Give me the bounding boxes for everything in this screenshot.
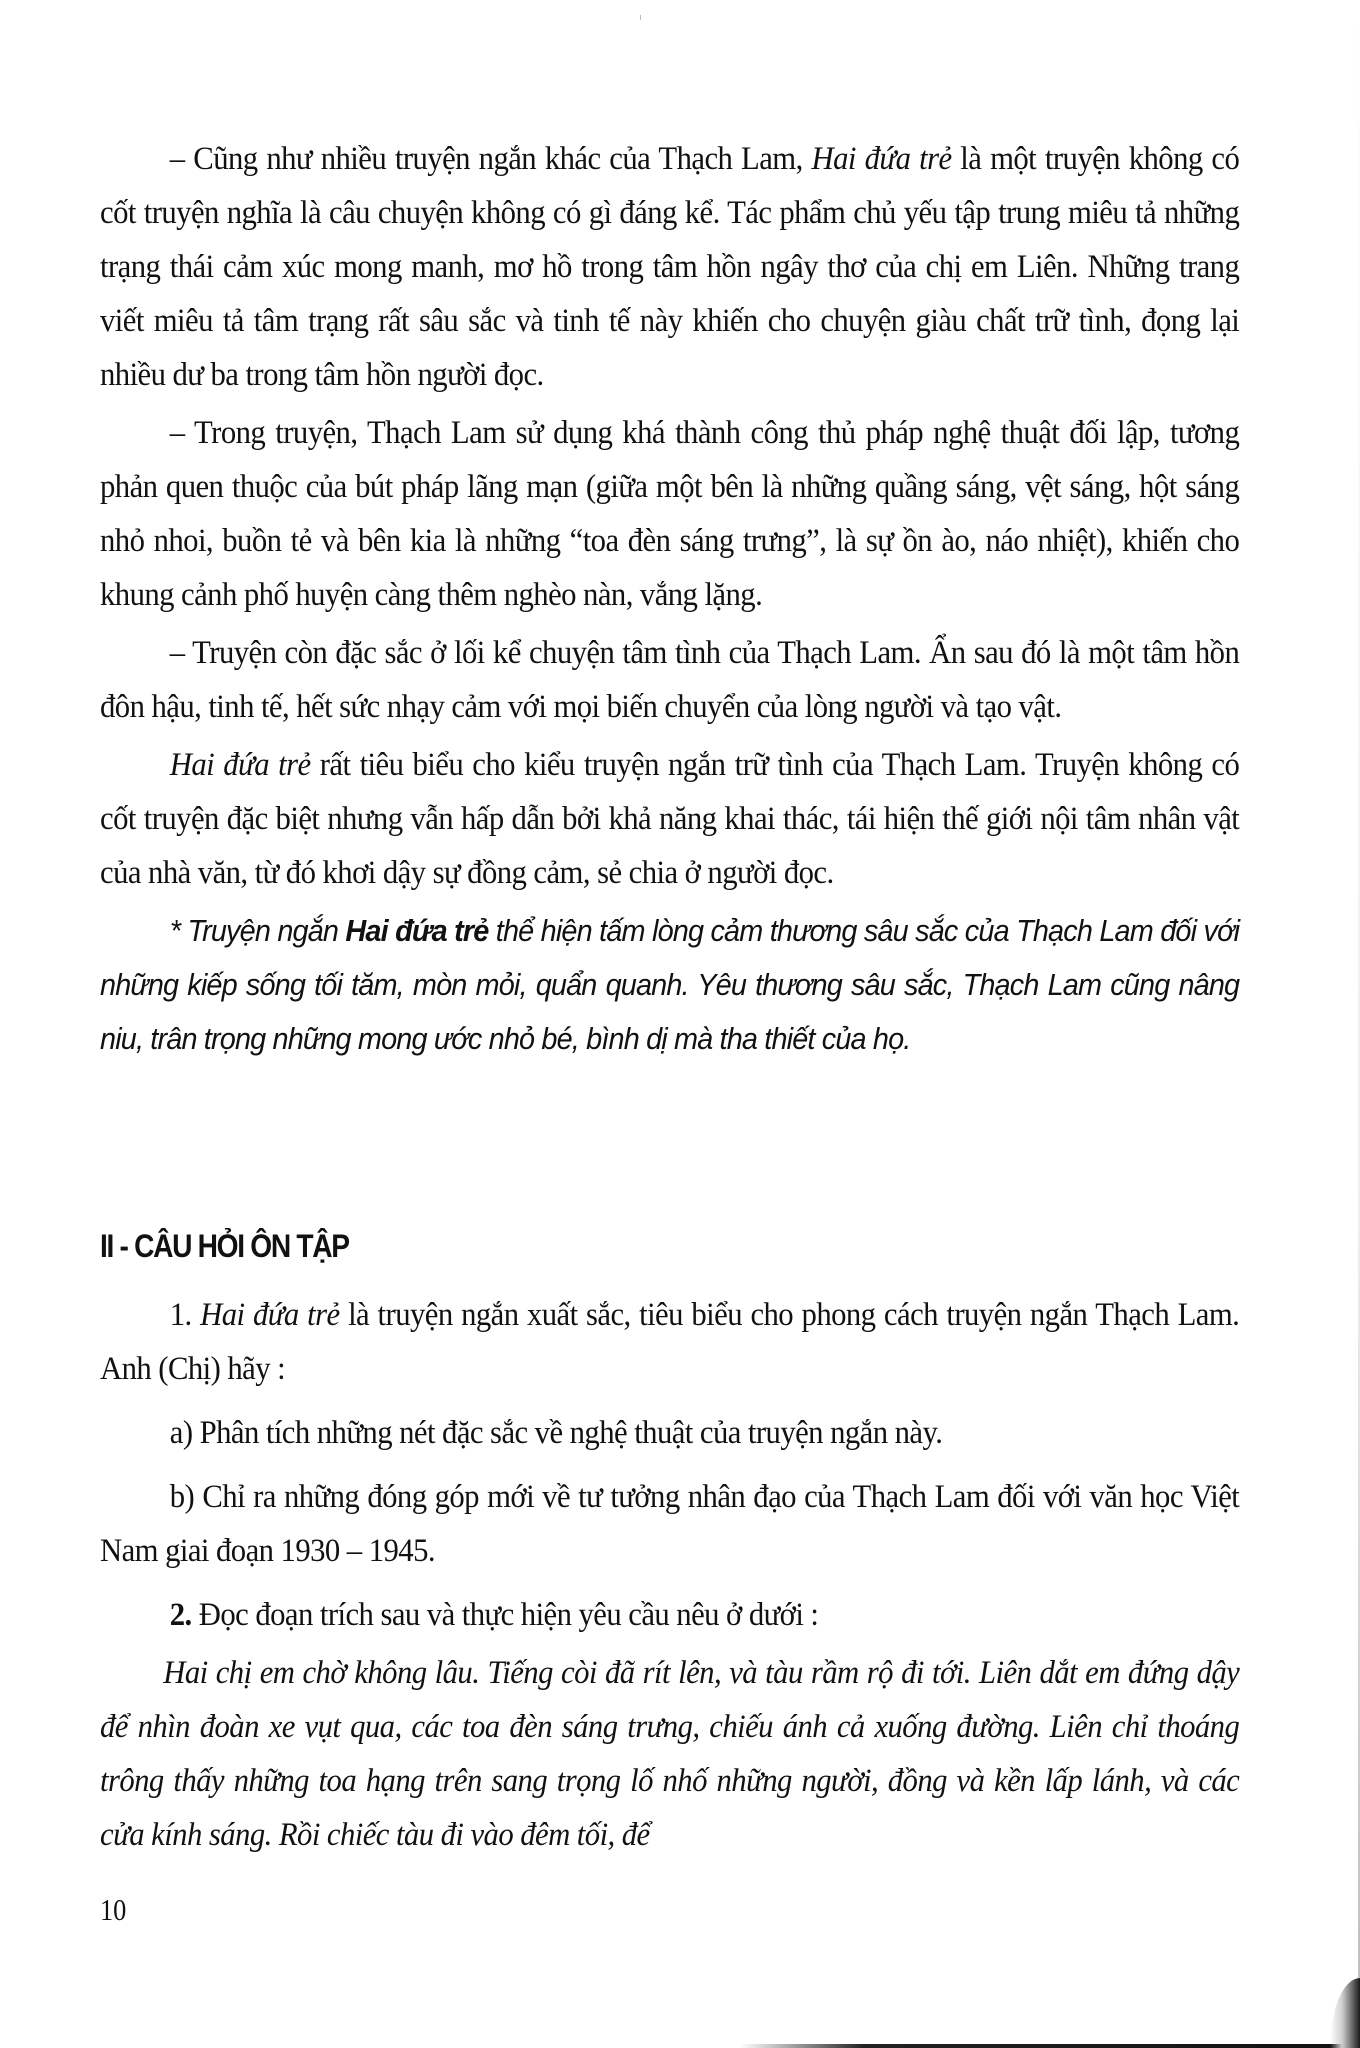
page-number: 10 (100, 1892, 127, 1927)
text-run: rất tiêu biểu cho kiểu truyện ngắn trữ tình của Thạch Lam. Truyện không có cốt truyện đặc biệt nhưng vẫn hấp dẫn bởi khả năng khai thác, tái hiện thế giới nội tâm nhân vật của nhà văn, từ đó khơi dậy sự đồng cảm, sẻ chia ở người đọc. (100, 747, 1240, 891)
text-run: thể hiện tấm lòng cảm thương sâu sắc của Thạch Lam đối với những kiếp sống tối tăm, mòn mỏi, quẩn quanh. Yêu thương sâu sắc, Thạch Lam cũng nâng niu, trân trọng những mong ước nhỏ bé, bình dị mà tha thiết của họ. (100, 913, 1240, 1056)
text-run: * Truyện ngắn (169, 913, 346, 948)
text-run (192, 1297, 200, 1333)
review-questions (100, 1288, 1239, 1862)
analysis-paragraph-4 (100, 738, 1239, 900)
text-run: Đọc đoạn trích sau và thực hiện yêu cầu nêu ở dưới : (191, 1597, 819, 1633)
page-curl-shadow (1330, 1978, 1360, 2048)
question-1-item-a (100, 1406, 1239, 1460)
work-title: Hai đứa trẻ (345, 913, 489, 948)
summary-note (100, 904, 1239, 1066)
question-number: 2. (169, 1597, 192, 1633)
text-run: là một truyện không có cốt truyện nghĩa là câu chuyện không có gì đáng kể. Tác phẩm chủ yếu tập trung miêu tả những trạng thái cảm xúc mong manh, mơ hồ trong tâm hồn ngây thơ của chị em Liên. Những trang viết miêu tả tâm trạng rất sâu sắc và tinh tế này khiến cho chuyện giàu chất trữ tình, đọng lại nhiều dư ba trong tâm hồn người đọc. (100, 141, 1240, 393)
analysis-paragraph-2 (100, 406, 1239, 622)
excerpt-text: Hai chị em chờ không lâu. Tiếng còi đã rít lên, và tàu rầm rộ đi tới. Liên dắt em đứng dậy để nhìn đoàn xe vụt qua, các toa đèn sáng trưng, chiếu ánh cả xuống đường. Liên chỉ thoáng trông thấy những toa hạng trên sang trọng lố nhố những người, đồng và kền lấp lánh, và các cửa kính sáng. Rồi chiếc tàu đi vào đêm tối, để (100, 1655, 1240, 1853)
scan-mark (640, 15, 641, 20)
analysis-paragraph-3 (100, 626, 1239, 734)
question-number: 1. (169, 1297, 192, 1333)
sub-item-text: a) Phân tích những nét đặc sắc về nghệ thuật của truyện ngắn này. (169, 1415, 943, 1451)
analysis-section (100, 132, 1239, 1066)
section-heading: II - CÂU HỎI ÔN TẬP (100, 1228, 349, 1264)
analysis-paragraph-1 (100, 132, 1239, 402)
sub-item-text: b) Chỉ ra những đóng góp mới về tư tưởng nhân đạo của Thạch Lam đối với văn học Việt Nam giai đoạn 1930 – 1945. (100, 1479, 1240, 1569)
work-title: Hai đứa trẻ (811, 141, 952, 177)
question-2 (100, 1588, 1239, 1642)
page-bottom-edge (740, 2044, 1360, 2048)
work-title: Hai đứa trẻ (200, 1297, 340, 1333)
question-1-item-b (100, 1470, 1239, 1578)
text-run: là truyện ngắn xuất sắc, tiêu biểu cho phong cách truyện ngắn Thạch Lam. Anh (Chị) hãy : (100, 1297, 1240, 1387)
question-1 (100, 1288, 1239, 1396)
text-run: – Truyện còn đặc sắc ở lối kể chuyện tâm tình của Thạch Lam. Ẩn sau đó là một tâm hồn đôn hậu, tinh tế, hết sức nhạy cảm với mọi biến chuyển của lòng người và tạo vật. (100, 635, 1240, 725)
text-run: – Trong truyện, Thạch Lam sử dụng khá thành công thủ pháp nghệ thuật đối lập, tương phản quen thuộc của bút pháp lãng mạn (giữa một bên là những quầng sáng, vệt sáng, hột sáng nhỏ nhoi, buồn tẻ và bên kia là những “toa đèn sáng trưng”, là sự ồn ào, náo nhiệt), khiến cho khung cảnh phố huyện càng thêm nghèo nàn, vắng lặng. (100, 415, 1240, 613)
work-title: Hai đứa trẻ (169, 747, 311, 783)
literary-excerpt (100, 1646, 1239, 1862)
text-run: – Cũng như nhiều truyện ngắn khác của Thạch Lam, (169, 141, 812, 177)
